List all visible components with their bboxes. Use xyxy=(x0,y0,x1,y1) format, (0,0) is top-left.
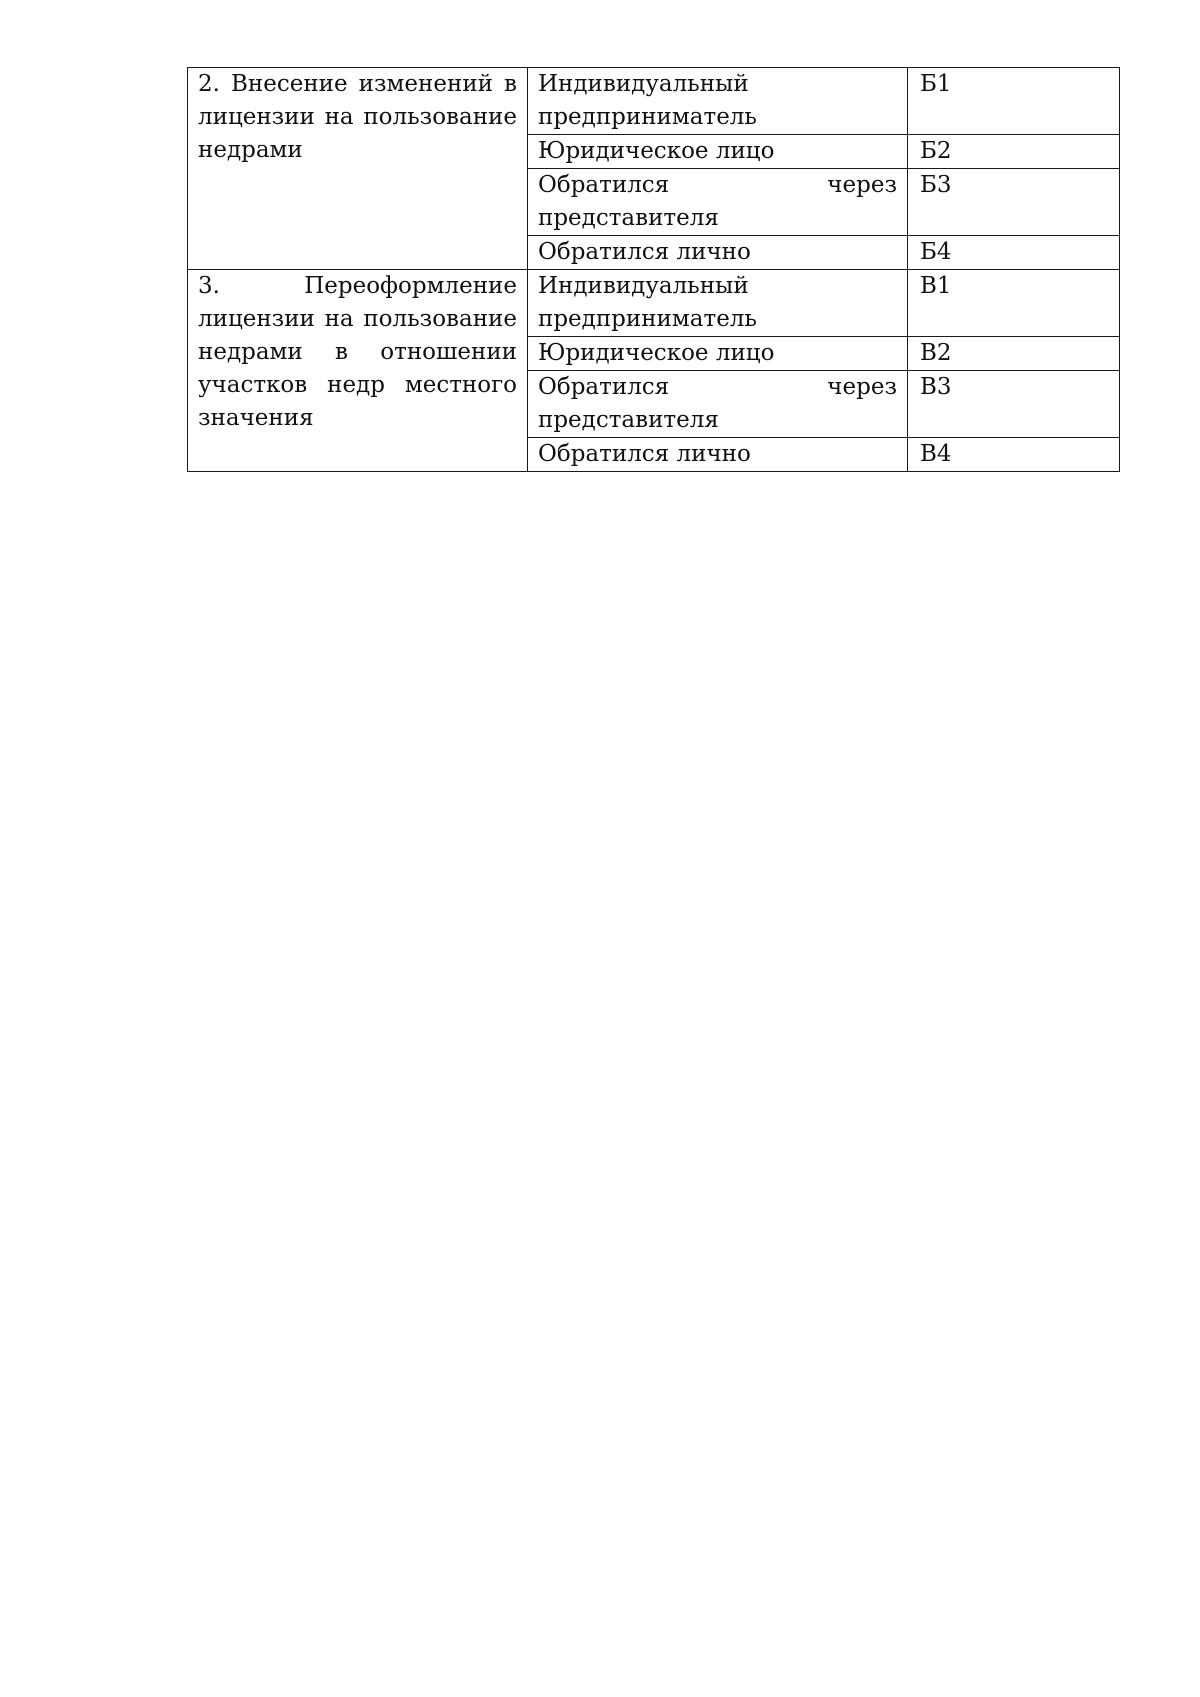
criterion-cell: Индивидуальный предприниматель xyxy=(528,68,908,135)
criterion-cell: Обратился лично xyxy=(528,236,908,270)
criterion-split-line xyxy=(538,371,897,437)
code-cell: В3 xyxy=(908,371,1120,438)
code-cell: В1 xyxy=(908,270,1120,337)
criterion-text: Обратился через представителя xyxy=(538,374,897,433)
criterion-split-line xyxy=(538,169,897,235)
criterion-cell: Индивидуальный предприниматель xyxy=(528,270,908,337)
criterion-text: Обратился через представителя xyxy=(538,172,897,231)
criterion-cell xyxy=(528,371,908,438)
code-cell: Б2 xyxy=(908,135,1120,169)
table-row xyxy=(188,68,1120,135)
criterion-cell xyxy=(528,169,908,236)
table-row xyxy=(188,270,1120,337)
code-cell: Б3 xyxy=(908,169,1120,236)
criterion-cell: Обратился лично xyxy=(528,438,908,472)
service-cell: 3. Переоформление лицензии на пользование недрами в отношении участков недр местного значения xyxy=(188,270,528,472)
variants-table xyxy=(187,67,1120,472)
code-cell: Б1 xyxy=(908,68,1120,135)
code-cell: В4 xyxy=(908,438,1120,472)
service-cell: 2. Внесение изменений в лицензии на пользование недрами xyxy=(188,68,528,270)
criterion-cell: Юридическое лицо xyxy=(528,135,908,169)
criterion-cell: Юридическое лицо xyxy=(528,337,908,371)
code-cell: Б4 xyxy=(908,236,1120,270)
code-cell: В2 xyxy=(908,337,1120,371)
